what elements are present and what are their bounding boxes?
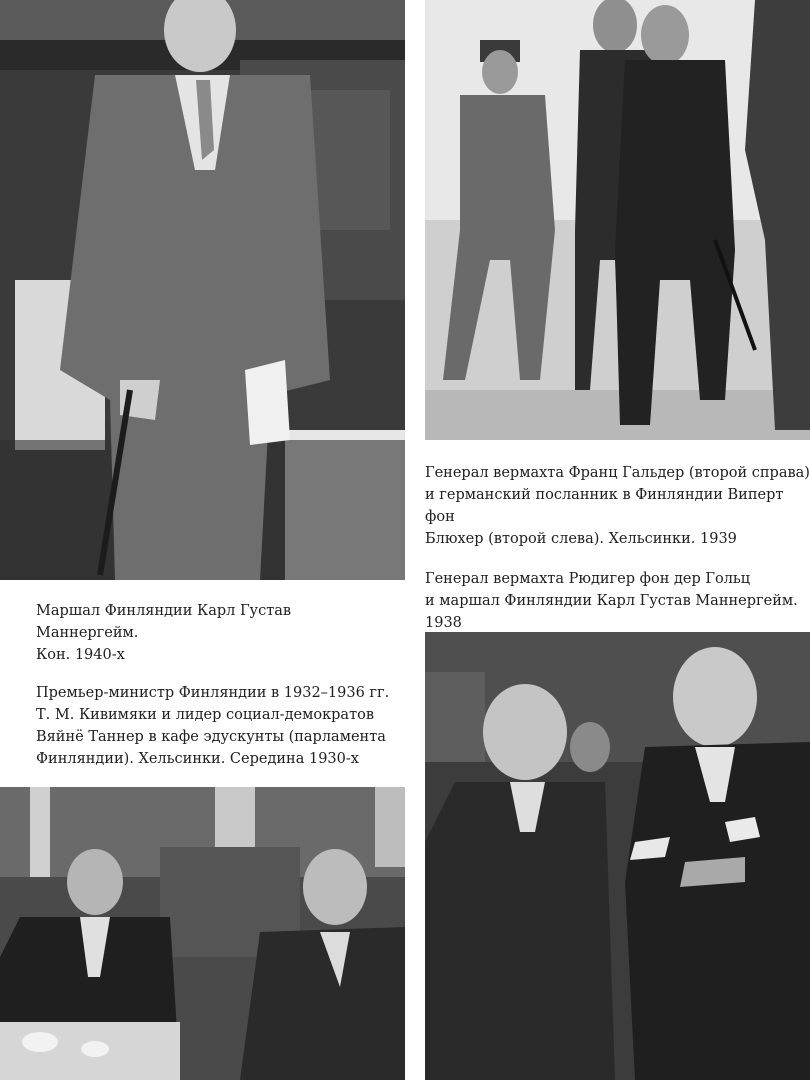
caption-kivimaki-tanner: Премьер-министр Финляндии в 1932–1936 гг. Т. М. Кивимяки и лидер социал-демократов Вяйнё Таннер в кафе эдускунты (парламента Финляндии). Хельсинки. Середина 1930-х	[36, 685, 390, 767]
caption-halder-bluecher: Генерал вермахта Франц Гальдер (второй справа) и германский посланник в Финляндии Виперт фон Блюхер (второй слева). Хельсинки. 1939	[425, 465, 810, 547]
photo-goltz-mannerheim	[425, 632, 810, 1080]
photo-kivimaki-tanner-cafe	[0, 787, 405, 1080]
caption-goltz-mannerheim: Генерал вермахта Рюдигер фон дер Гольц и маршал Финляндии Карл Густав Маннергейм. 1938	[425, 571, 798, 631]
caption-mannerheim: Маршал Финляндии Карл Густав Маннергейм. Кон. 1940-х	[36, 603, 292, 663]
photo-kivimaki-image	[0, 787, 405, 1080]
photo-goltz-image	[425, 632, 810, 1080]
photo-halder-image	[425, 0, 810, 440]
photo-mannerheim-standing	[0, 0, 405, 580]
photo-mannerheim-image	[0, 0, 405, 580]
photo-halder-bluecher	[425, 0, 810, 440]
